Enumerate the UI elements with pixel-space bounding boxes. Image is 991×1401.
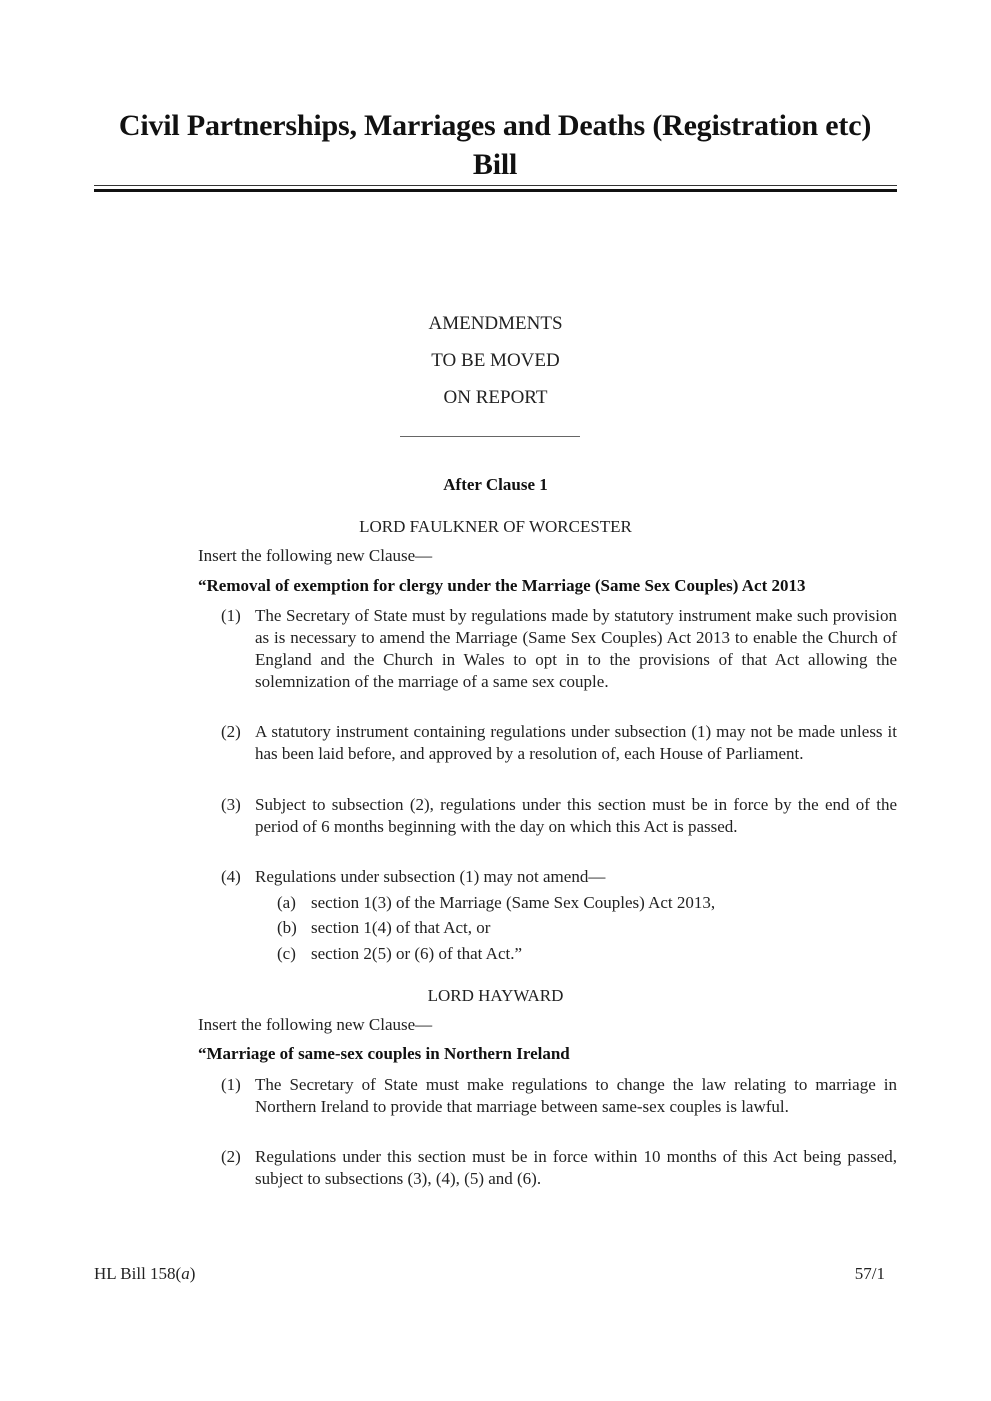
new-clause-title: “Removal of exemption for clergy under the Marriage (Same Sex Couples) Act 2013 [198, 576, 806, 595]
paragraph-number: (b) [277, 918, 297, 937]
subsection-number: (2) [221, 722, 241, 741]
paragraph-text: section 2(5) or (6) of that Act.” [311, 944, 523, 963]
page-reference: 57/1 [854, 1264, 885, 1283]
subsection [221, 605, 897, 693]
subsection-text: The Secretary of State must by regulations made by statutory instrument make such provision as is necessary to amend the Marriage (Same Sex Couples) Act 2013 to enable the Church of England and the Church in Wales to opt in to the provisions of that Act allowing the solemnization of the marriage of a same sex couple. [255, 606, 897, 691]
subsection [221, 721, 897, 765]
paragraph [277, 917, 490, 939]
amendment-instruction: Insert the following new Clause— [198, 546, 433, 565]
paragraph-text: section 1(3) of the Marriage (Same Sex Couples) Act 2013, [311, 893, 716, 912]
subsection-number: (1) [221, 606, 241, 625]
paragraph [277, 943, 522, 965]
subsection [221, 794, 897, 838]
bill-title: Civil Partnerships, Marriages and Deaths (Registration etc) Bill [118, 109, 872, 181]
title-rule-thin [94, 185, 897, 186]
clause-location-heading: After Clause 1 [443, 475, 548, 494]
heading-line-3: ON REPORT [443, 387, 548, 408]
amendments-heading [0, 305, 991, 416]
section-separator [400, 436, 580, 437]
title-rule-thick [94, 189, 897, 192]
paragraph [277, 892, 715, 914]
paragraph-number: (c) [277, 944, 296, 963]
amendment-mover: LORD FAULKNER OF WORCESTER [359, 517, 632, 536]
amendment-instruction: Insert the following new Clause— [198, 1015, 433, 1034]
subsection [221, 866, 897, 888]
amendment-mover: LORD HAYWARD [427, 986, 564, 1005]
subsection [221, 1146, 897, 1190]
subsection [221, 1074, 897, 1118]
subsection-text: The Secretary of State must make regulations to change the law relating to marriage in Northern Ireland to provide that marriage between same-sex couples is lawful. [255, 1075, 897, 1116]
subsection-number: (1) [221, 1075, 241, 1094]
heading-line-2: TO BE MOVED [431, 350, 560, 371]
subsection-text: Regulations under subsection (1) may not amend— [255, 867, 606, 886]
subsection-number: (4) [221, 867, 241, 886]
heading-line-1: AMENDMENTS [428, 313, 563, 334]
new-clause-title: “Marriage of same-sex couples in Northern Ireland [198, 1044, 570, 1063]
subsection-text: Subject to subsection (2), regulations under this section must be in force by the end of the period of 6 months beginning with the day on which this Act is passed. [255, 795, 897, 836]
bill-reference-prefix: HL Bill 158( [94, 1264, 182, 1283]
paragraph-text: section 1(4) of that Act, or [311, 918, 491, 937]
bill-reference-suffix: ) [189, 1264, 196, 1283]
bill-reference [94, 1264, 195, 1284]
subsection-text: Regulations under this section must be in force within 10 months of this Act being passed, subject to subsections (3), (4), (5) and (6). [255, 1147, 897, 1188]
paragraph-number: (a) [277, 893, 296, 912]
subsection-number: (3) [221, 795, 241, 814]
subsection-number: (2) [221, 1147, 241, 1166]
subsection-text: A statutory instrument containing regulations under subsection (1) may not be made unless it has been laid before, and approved by a resolution of, each House of Parliament. [255, 722, 897, 763]
bill-reference-print-letter: a [181, 1264, 190, 1283]
